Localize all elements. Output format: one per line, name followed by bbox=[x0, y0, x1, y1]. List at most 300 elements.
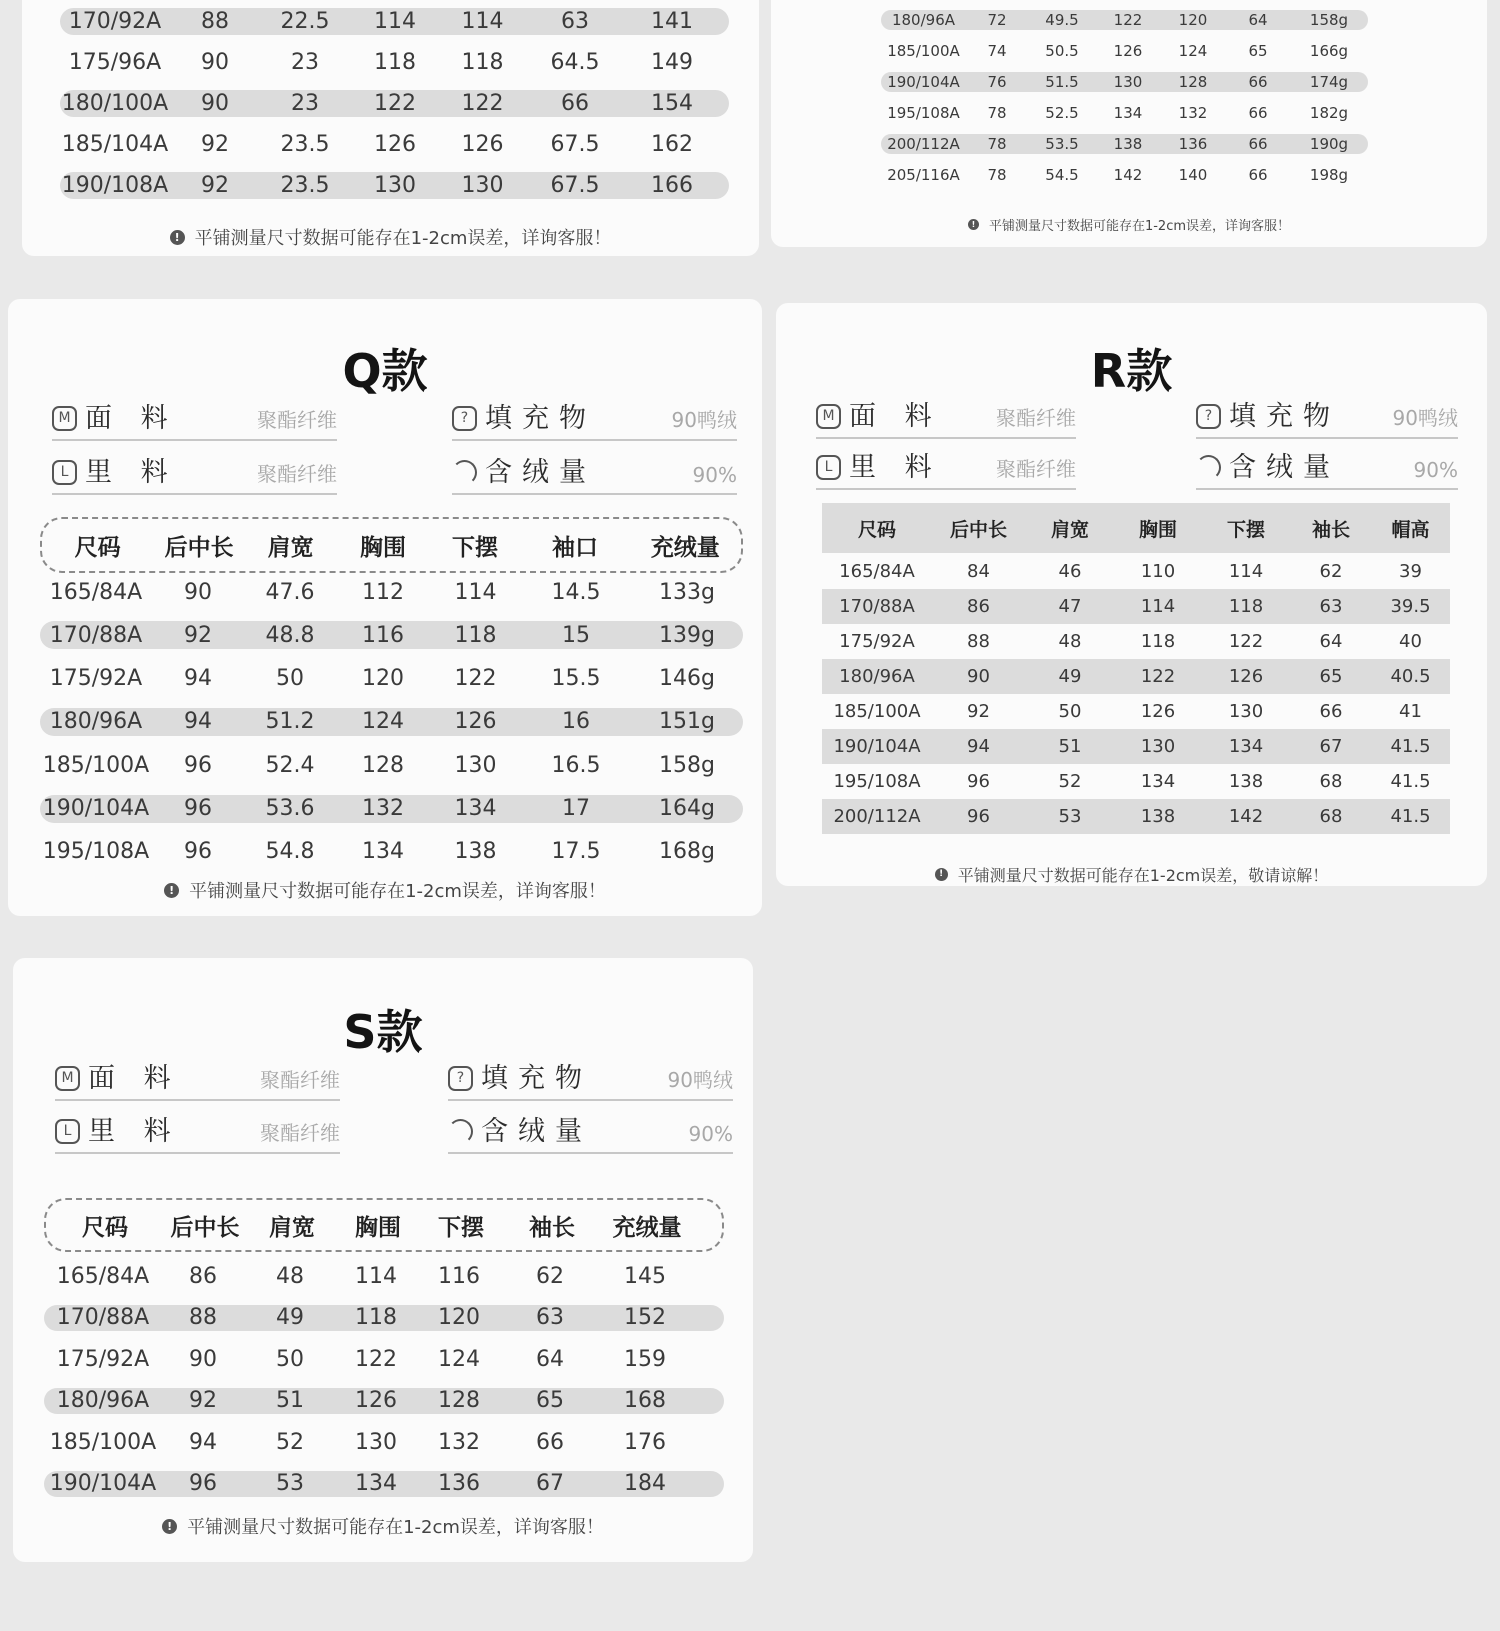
table-cell: 141 bbox=[651, 9, 693, 34]
table-cell: 39.5 bbox=[1390, 596, 1431, 617]
table-cell: 132 bbox=[362, 796, 404, 821]
table-cell: 袖长 bbox=[529, 1214, 575, 1241]
table-cell: 39 bbox=[1399, 561, 1422, 582]
table-cell: 159 bbox=[624, 1346, 666, 1372]
table-row bbox=[822, 799, 1450, 834]
table-cell: 50.5 bbox=[1045, 42, 1079, 60]
table-cell: 90 bbox=[184, 579, 212, 605]
s-style-title: S款 bbox=[343, 1005, 423, 1059]
table-cell: 16.5 bbox=[551, 752, 601, 778]
table-cell: 后中长 bbox=[170, 1214, 240, 1241]
table-cell: 袖口 bbox=[551, 534, 598, 561]
table-cell: 66 bbox=[1319, 701, 1343, 722]
table-row bbox=[40, 578, 743, 606]
table-cell: 185/104A bbox=[61, 132, 169, 157]
gauge-icon bbox=[452, 460, 477, 485]
table-cell: 胸围 bbox=[360, 534, 407, 561]
table-cell: 130 bbox=[1228, 701, 1264, 722]
table-cell: 170/92A bbox=[68, 9, 162, 34]
table-cell: 76 bbox=[987, 73, 1007, 91]
table-cell: 肩宽 bbox=[267, 534, 314, 561]
table-cell: 145 bbox=[624, 1263, 666, 1289]
table-cell: 49 bbox=[276, 1305, 304, 1330]
filling-field: ? 填充物 90鸭绒 bbox=[1196, 397, 1458, 439]
table-cell: 138 bbox=[1228, 771, 1264, 792]
table-cell: 下摆 bbox=[452, 534, 498, 561]
measurement-note: ! 平铺测量尺寸数据可能存在1-2cm误差，详询客服！ bbox=[771, 215, 1487, 234]
table-cell: 47 bbox=[1058, 596, 1082, 617]
q-style-title: Q款 bbox=[342, 344, 428, 398]
table-cell: 94 bbox=[184, 666, 212, 692]
table-cell: 23.5 bbox=[280, 132, 330, 157]
table-cell: 176 bbox=[624, 1429, 666, 1455]
table-cell: 118 bbox=[374, 50, 416, 75]
question-badge-icon: ? bbox=[448, 1066, 473, 1091]
measurement-note: ! 平铺测量尺寸数据可能存在1-2cm误差，详询客服！ bbox=[13, 1513, 753, 1539]
question-badge-icon: ? bbox=[452, 406, 477, 431]
table-cell: 49 bbox=[1058, 666, 1082, 687]
table-cell: 136 bbox=[1178, 135, 1208, 153]
table-row bbox=[822, 729, 1450, 764]
table-cell: 128 bbox=[438, 1388, 480, 1413]
table-cell: 138 bbox=[1140, 806, 1176, 827]
table-row bbox=[881, 72, 1368, 92]
table-cell: 41.5 bbox=[1390, 736, 1431, 757]
table-cell: 126 bbox=[355, 1388, 397, 1413]
table-cell: 78 bbox=[987, 166, 1007, 184]
table-cell: 126 bbox=[1140, 701, 1176, 722]
table-cell: 132 bbox=[1178, 104, 1208, 122]
table-cell: 154 bbox=[651, 91, 693, 116]
table-cell: 139g bbox=[659, 622, 715, 648]
table-cell: 190/104A bbox=[833, 736, 921, 757]
table-cell: 184 bbox=[624, 1471, 666, 1496]
table-header bbox=[40, 517, 743, 573]
table-cell: 158g bbox=[1309, 11, 1349, 29]
table-cell: 118 bbox=[1228, 596, 1264, 617]
table-row bbox=[822, 694, 1450, 729]
table-cell: 96 bbox=[184, 752, 212, 778]
table-cell: 帽高 bbox=[1391, 518, 1430, 541]
table-cell: 尺码 bbox=[82, 1214, 128, 1241]
table-cell: 190/104A bbox=[49, 1471, 157, 1496]
table-cell: 198g bbox=[1309, 166, 1349, 184]
table-row bbox=[40, 838, 743, 866]
table-cell: 126 bbox=[374, 132, 416, 157]
table-row bbox=[822, 589, 1450, 624]
table-row bbox=[881, 103, 1368, 123]
table-cell: 140 bbox=[1178, 166, 1208, 184]
table-cell: 124 bbox=[1178, 42, 1208, 60]
table-row bbox=[44, 1263, 724, 1289]
table-header bbox=[822, 503, 1450, 553]
table-cell: 170/88A bbox=[49, 622, 143, 648]
table-cell: 185/100A bbox=[833, 701, 921, 722]
table-cell: 112 bbox=[362, 579, 404, 605]
table-cell: 63 bbox=[561, 9, 589, 34]
table-cell: 190g bbox=[1309, 135, 1349, 153]
l-badge-icon: L bbox=[52, 460, 77, 485]
table-cell: 165/84A bbox=[839, 561, 915, 582]
fabric-field: M 面 料 聚酯纤维 bbox=[816, 397, 1076, 439]
table-cell: 46 bbox=[1058, 561, 1082, 582]
table-cell: 122 bbox=[454, 666, 497, 692]
table-cell: 40 bbox=[1399, 631, 1422, 652]
table-cell: 51 bbox=[1058, 736, 1082, 757]
table-cell: 170/88A bbox=[56, 1305, 150, 1330]
table-cell: 114 bbox=[1228, 561, 1264, 582]
table-cell: 200/112A bbox=[833, 806, 921, 827]
gauge-icon bbox=[448, 1119, 473, 1144]
table-cell: 90 bbox=[189, 1346, 217, 1372]
table-cell: 114 bbox=[454, 579, 497, 605]
table-cell: 180/96A bbox=[839, 666, 915, 687]
table-row bbox=[822, 554, 1450, 589]
table-cell: 63 bbox=[536, 1305, 564, 1330]
top-left-size-card bbox=[22, 0, 759, 256]
table-cell: 52.5 bbox=[1045, 104, 1079, 122]
table-cell: 下摆 bbox=[438, 1214, 484, 1241]
info-icon: ! bbox=[164, 883, 179, 898]
info-icon: ! bbox=[935, 868, 948, 881]
table-cell: 122 bbox=[355, 1346, 397, 1372]
table-cell: 158g bbox=[659, 752, 715, 778]
table-cell: 175/96A bbox=[68, 50, 162, 75]
table-cell: 110 bbox=[1140, 561, 1176, 582]
table-cell: 185/100A bbox=[49, 1429, 157, 1455]
table-row bbox=[40, 751, 743, 779]
table-cell: 48 bbox=[1058, 631, 1082, 652]
table-cell: 88 bbox=[201, 9, 229, 34]
table-cell: 175/92A bbox=[49, 666, 143, 692]
table-cell: 133g bbox=[659, 579, 715, 605]
table-cell: 149 bbox=[651, 50, 693, 75]
fabric-field: M 面 料 聚酯纤维 bbox=[52, 399, 337, 441]
table-cell: 65 bbox=[536, 1388, 564, 1413]
table-cell: 118 bbox=[355, 1305, 397, 1330]
table-cell: 175/92A bbox=[56, 1346, 150, 1372]
table-cell: 190/104A bbox=[887, 73, 960, 91]
l-badge-icon: L bbox=[55, 1119, 80, 1144]
table-cell: 84 bbox=[967, 561, 990, 582]
table-cell: 195/108A bbox=[42, 839, 150, 865]
table-row bbox=[60, 8, 729, 35]
table-row bbox=[881, 10, 1368, 30]
table-cell: 68 bbox=[1319, 806, 1343, 827]
table-cell: 134 bbox=[362, 839, 404, 865]
table-cell: 23.5 bbox=[280, 173, 330, 198]
table-cell: 96 bbox=[189, 1471, 217, 1496]
table-cell: 后中长 bbox=[164, 534, 234, 561]
table-row bbox=[881, 41, 1368, 61]
table-cell: 185/100A bbox=[42, 752, 150, 778]
table-cell: 16 bbox=[562, 709, 590, 735]
table-cell: 116 bbox=[362, 622, 404, 648]
table-row bbox=[40, 795, 743, 823]
r-style-title: R款 bbox=[1090, 344, 1173, 398]
table-cell: 肩宽 bbox=[269, 1214, 315, 1241]
table-cell: 48.8 bbox=[265, 622, 315, 648]
table-cell: 50 bbox=[1058, 701, 1082, 722]
table-cell: 53.6 bbox=[265, 796, 315, 821]
table-row bbox=[44, 1429, 724, 1455]
table-cell: 126 bbox=[1228, 666, 1264, 687]
table-cell: 90 bbox=[201, 50, 229, 75]
table-cell: 41 bbox=[1399, 701, 1422, 722]
table-cell: 165/84A bbox=[56, 1263, 150, 1289]
filling-field: ? 填充物 90鸭绒 bbox=[452, 399, 737, 441]
table-row bbox=[60, 172, 729, 199]
table-cell: 14.5 bbox=[551, 579, 601, 605]
table-cell: 174g bbox=[1309, 73, 1349, 91]
table-cell: 166g bbox=[1309, 42, 1349, 60]
table-cell: 88 bbox=[189, 1305, 217, 1330]
table-cell: 67 bbox=[1319, 736, 1343, 757]
table-cell: 51.5 bbox=[1045, 73, 1079, 91]
table-cell: 96 bbox=[184, 839, 212, 865]
table-cell: 68 bbox=[1319, 771, 1343, 792]
table-row bbox=[60, 49, 729, 76]
table-cell: 90 bbox=[201, 91, 229, 116]
table-cell: 128 bbox=[1178, 73, 1208, 91]
table-cell: 124 bbox=[438, 1346, 480, 1372]
table-cell: 96 bbox=[967, 771, 990, 792]
table-cell: 168g bbox=[659, 839, 715, 865]
table-cell: 122 bbox=[1228, 631, 1264, 652]
table-cell: 130 bbox=[1113, 73, 1143, 91]
table-cell: 66 bbox=[561, 91, 589, 116]
m-badge-icon: M bbox=[52, 406, 77, 431]
table-cell: 63 bbox=[1319, 596, 1343, 617]
table-cell: 51.2 bbox=[265, 709, 315, 735]
table-cell: 54.8 bbox=[265, 839, 315, 865]
table-cell: 62 bbox=[536, 1263, 564, 1289]
table-row bbox=[822, 764, 1450, 799]
table-cell: 180/96A bbox=[56, 1388, 150, 1413]
table-cell: 53.5 bbox=[1045, 135, 1079, 153]
table-header bbox=[44, 1198, 724, 1252]
info-icon: ! bbox=[170, 230, 185, 245]
table-row bbox=[881, 134, 1368, 154]
down-content-field: 含绒量 90% bbox=[1196, 448, 1458, 490]
table-cell: 86 bbox=[189, 1263, 217, 1289]
table-cell: 94 bbox=[184, 709, 212, 735]
table-cell: 15.5 bbox=[551, 666, 601, 692]
table-cell: 136 bbox=[438, 1471, 480, 1496]
table-cell: 166 bbox=[651, 173, 693, 198]
table-cell: 23 bbox=[291, 91, 319, 116]
table-cell: 151g bbox=[659, 709, 715, 735]
table-cell: 168 bbox=[624, 1388, 666, 1413]
table-cell: 66 bbox=[1248, 73, 1268, 91]
table-cell: 190/104A bbox=[42, 796, 150, 821]
table-cell: 138 bbox=[454, 839, 497, 865]
table-cell: 50 bbox=[276, 1346, 304, 1372]
l-badge-icon: L bbox=[816, 455, 841, 480]
table-cell: 肩宽 bbox=[1050, 518, 1089, 541]
table-row bbox=[881, 165, 1368, 185]
table-cell: 90 bbox=[967, 666, 990, 687]
table-cell: 74 bbox=[987, 42, 1007, 60]
table-cell: 138 bbox=[1113, 135, 1143, 153]
table-cell: 120 bbox=[438, 1305, 480, 1330]
table-cell: 47.6 bbox=[265, 579, 315, 605]
table-row bbox=[822, 659, 1450, 694]
table-cell: 120 bbox=[1178, 11, 1208, 29]
table-row bbox=[44, 1388, 724, 1414]
table-cell: 124 bbox=[362, 709, 404, 735]
table-cell: 尺码 bbox=[857, 518, 896, 541]
table-cell: 134 bbox=[1140, 771, 1176, 792]
table-cell: 114 bbox=[374, 9, 416, 34]
table-cell: 114 bbox=[355, 1263, 397, 1289]
table-row bbox=[44, 1305, 724, 1331]
measurement-note: ! 平铺测量尺寸数据可能存在1-2cm误差，敬请谅解！ bbox=[776, 863, 1487, 886]
table-cell: 胸围 bbox=[1138, 518, 1177, 541]
table-cell: 22.5 bbox=[280, 9, 330, 34]
m-badge-icon: M bbox=[55, 1066, 80, 1091]
table-cell: 胸围 bbox=[355, 1214, 401, 1241]
table-cell: 120 bbox=[362, 666, 404, 692]
table-cell: 130 bbox=[1140, 736, 1176, 757]
table-cell: 130 bbox=[355, 1429, 397, 1455]
table-cell: 41.5 bbox=[1390, 771, 1431, 792]
table-cell: 180/96A bbox=[891, 11, 956, 29]
table-cell: 118 bbox=[461, 50, 504, 75]
lining-field: L 里 料 聚酯纤维 bbox=[52, 453, 337, 495]
table-cell: 64 bbox=[1319, 631, 1343, 652]
table-cell: 88 bbox=[967, 631, 990, 652]
table-cell: 122 bbox=[374, 91, 416, 116]
table-cell: 126 bbox=[461, 132, 504, 157]
table-cell: 41.5 bbox=[1390, 806, 1431, 827]
table-cell: 182g bbox=[1309, 104, 1349, 122]
measurement-note: ! 平铺测量尺寸数据可能存在1-2cm误差，详询客服！ bbox=[22, 224, 759, 250]
table-cell: 66 bbox=[1248, 166, 1268, 184]
table-cell: 134 bbox=[355, 1471, 397, 1496]
table-cell: 52 bbox=[1058, 771, 1082, 792]
table-cell: 175/92A bbox=[839, 631, 915, 652]
table-cell: 130 bbox=[374, 173, 416, 198]
r-style-size-card bbox=[776, 303, 1487, 886]
q-style-size-card bbox=[8, 299, 762, 916]
measurement-note: ! 平铺测量尺寸数据可能存在1-2cm误差，详询客服！ bbox=[8, 877, 762, 903]
table-cell: 165/84A bbox=[49, 579, 143, 605]
table-cell: 49.5 bbox=[1045, 11, 1079, 29]
table-cell: 67.5 bbox=[550, 132, 600, 157]
table-cell: 205/116A bbox=[887, 166, 960, 184]
table-cell: 78 bbox=[987, 135, 1007, 153]
table-cell: 96 bbox=[967, 806, 990, 827]
table-cell: 52 bbox=[276, 1429, 304, 1455]
table-cell: 67.5 bbox=[550, 173, 600, 198]
table-cell: 86 bbox=[967, 596, 990, 617]
table-cell: 142 bbox=[1113, 166, 1143, 184]
table-cell: 40.5 bbox=[1390, 666, 1431, 687]
table-cell: 170/88A bbox=[839, 596, 915, 617]
table-cell: 94 bbox=[189, 1429, 217, 1455]
table-cell: 66 bbox=[1248, 135, 1268, 153]
table-cell: 53 bbox=[1058, 806, 1082, 827]
table-row bbox=[60, 131, 729, 158]
table-cell: 65 bbox=[1319, 666, 1343, 687]
table-cell: 180/100A bbox=[61, 91, 169, 116]
table-cell: 92 bbox=[201, 132, 229, 157]
fabric-field: M 面 料 聚酯纤维 bbox=[55, 1059, 340, 1101]
table-cell: 92 bbox=[967, 701, 990, 722]
table-cell: 66 bbox=[1248, 104, 1268, 122]
table-cell: 185/100A bbox=[887, 42, 960, 60]
table-row bbox=[44, 1471, 724, 1497]
table-cell: 48 bbox=[276, 1263, 304, 1289]
table-cell: 122 bbox=[1113, 11, 1143, 29]
table-cell: 118 bbox=[454, 622, 497, 648]
table-cell: 162 bbox=[651, 132, 693, 157]
table-cell: 164g bbox=[659, 796, 715, 821]
table-cell: 65 bbox=[1248, 42, 1268, 60]
s-style-size-card bbox=[13, 958, 753, 1562]
table-cell: 128 bbox=[362, 752, 404, 778]
table-cell: 下摆 bbox=[1226, 518, 1265, 541]
table-cell: 后中长 bbox=[949, 518, 1007, 541]
table-cell: 充绒量 bbox=[612, 1214, 682, 1241]
table-cell: 92 bbox=[201, 173, 229, 198]
table-cell: 114 bbox=[1140, 596, 1176, 617]
table-cell: 134 bbox=[1113, 104, 1143, 122]
table-cell: 尺码 bbox=[74, 534, 121, 561]
filling-field: ? 填充物 90鸭绒 bbox=[448, 1059, 733, 1101]
table-cell: 118 bbox=[1140, 631, 1176, 652]
info-icon: ! bbox=[968, 219, 979, 230]
table-cell: 146g bbox=[659, 666, 715, 692]
table-cell: 64.5 bbox=[550, 50, 600, 75]
m-badge-icon: M bbox=[816, 404, 841, 429]
table-cell: 78 bbox=[987, 104, 1007, 122]
down-content-field: 含绒量 90% bbox=[452, 453, 737, 495]
table-cell: 52.4 bbox=[265, 752, 315, 778]
table-cell: 132 bbox=[438, 1429, 480, 1455]
lining-field: L 里 料 聚酯纤维 bbox=[816, 448, 1076, 490]
table-cell: 195/108A bbox=[833, 771, 921, 792]
lining-field: L 里 料 聚酯纤维 bbox=[55, 1112, 340, 1154]
gauge-icon bbox=[1196, 455, 1221, 480]
table-row bbox=[40, 708, 743, 736]
table-cell: 134 bbox=[1228, 736, 1264, 757]
question-badge-icon: ? bbox=[1196, 404, 1221, 429]
table-cell: 92 bbox=[189, 1388, 217, 1413]
table-cell: 53 bbox=[276, 1471, 304, 1496]
table-cell: 92 bbox=[184, 622, 212, 648]
table-cell: 51 bbox=[276, 1388, 304, 1413]
top-right-size-card bbox=[771, 0, 1487, 247]
table-row bbox=[40, 665, 743, 693]
table-cell: 134 bbox=[454, 796, 497, 821]
table-cell: 122 bbox=[461, 91, 504, 116]
table-cell: 62 bbox=[1319, 561, 1343, 582]
table-cell: 15 bbox=[562, 622, 590, 648]
table-cell: 17.5 bbox=[551, 839, 601, 865]
table-cell: 190/108A bbox=[61, 173, 169, 198]
table-cell: 66 bbox=[536, 1429, 564, 1455]
table-cell: 200/112A bbox=[887, 135, 960, 153]
table-cell: 126 bbox=[1113, 42, 1143, 60]
table-row bbox=[40, 621, 743, 649]
table-cell: 50 bbox=[276, 666, 304, 692]
table-cell: 67 bbox=[536, 1471, 564, 1496]
info-icon: ! bbox=[162, 1519, 177, 1534]
table-cell: 袖长 bbox=[1311, 518, 1350, 541]
table-cell: 180/96A bbox=[49, 709, 143, 735]
